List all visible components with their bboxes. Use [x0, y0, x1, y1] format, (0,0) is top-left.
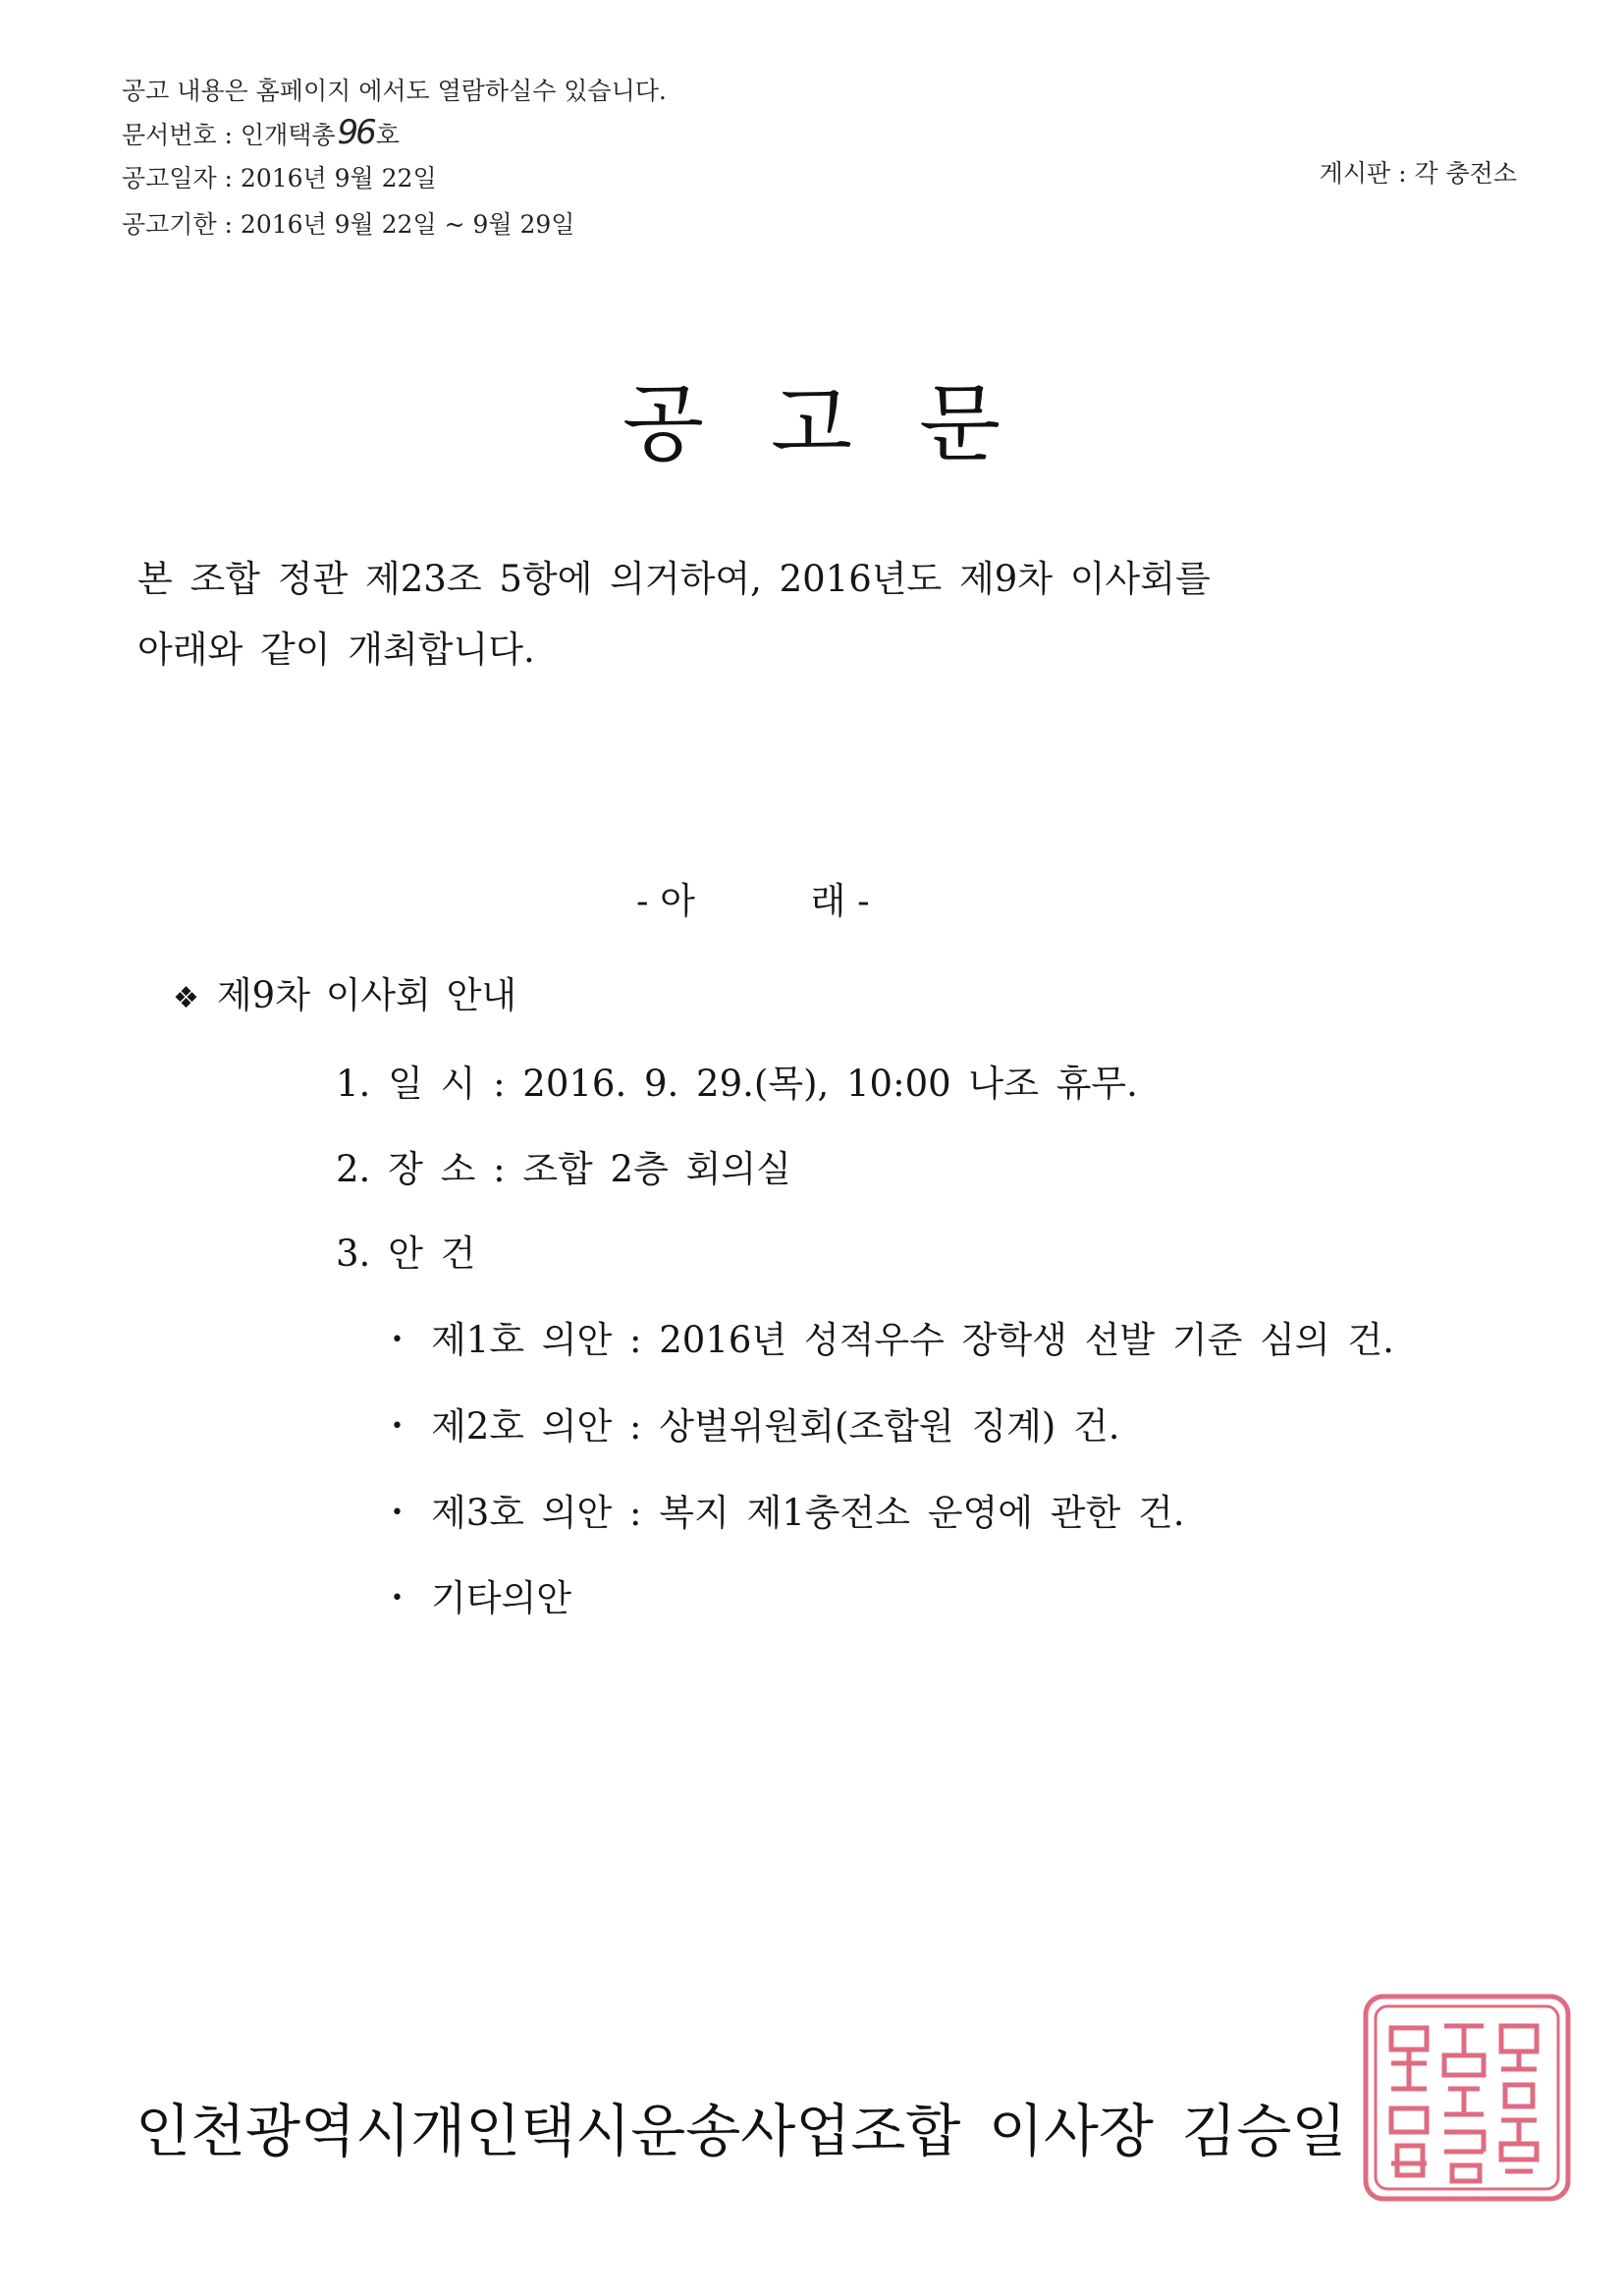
- agenda-item: [391, 1577, 571, 1620]
- agenda-item: [391, 1319, 1394, 1362]
- bullet-icon: •: [391, 1501, 404, 1525]
- agenda-item: [391, 1405, 1120, 1449]
- bulletin-board: 게시판 : 각 충전소: [1319, 159, 1517, 188]
- intro-line-1: 본 조합 정관 제23조 5항에 의거하여, 2016년도 제9차 이사회를: [137, 558, 1211, 600]
- notice-date: 공고일자 : 2016년 9월 22일: [122, 164, 437, 192]
- item-location: 2. 장 소 : 조합 2층 회의실: [336, 1148, 791, 1190]
- section-title: 제9차 이사회 안내: [216, 974, 517, 1016]
- intro-line-2: 아래와 같이 개최합니다.: [137, 629, 535, 671]
- bullet-icon: •: [391, 1586, 404, 1611]
- document-number-handwritten: 96: [337, 113, 374, 152]
- agenda-item-text: 제1호 의안 : 2016년 성적우수 장학생 선발 기준 심의 건.: [430, 1319, 1394, 1361]
- bullet-icon: •: [391, 1328, 404, 1352]
- below-heading: - 아 래 -: [636, 880, 870, 922]
- homepage-notice: 공고 내용은 홈페이지 에서도 열람하실수 있습니다.: [122, 77, 667, 105]
- document-number-label: 문서번호 : 인개택총: [122, 121, 336, 149]
- item-agenda: 3. 안 건: [336, 1232, 476, 1275]
- notice-period: 공고기한 : 2016년 9월 22일 ~ 9월 29일: [122, 210, 575, 239]
- item-datetime: 1. 일 시 : 2016. 9. 29.(목), 10:00 나조 휴무.: [336, 1063, 1138, 1105]
- agenda-item-text: 제3호 의안 : 복지 제1충전소 운영에 관한 건.: [430, 1492, 1185, 1534]
- issuer-signature: 인천광역시개인택시운송사업조합 이사장 김승일: [135, 2098, 1347, 2164]
- document-number-suffix: 호: [375, 121, 400, 149]
- official-seal-icon: [1358, 1989, 1576, 2207]
- agenda-item: [391, 1492, 1185, 1535]
- agenda-item-text: 기타의안: [430, 1577, 571, 1619]
- diamond-bullet-icon: ❖: [173, 981, 199, 1015]
- agenda-item-text: 제2호 의안 : 상벌위원회(조합원 징계) 건.: [430, 1405, 1120, 1448]
- page-title: 공고문: [622, 375, 1068, 473]
- bullet-icon: •: [391, 1414, 404, 1439]
- document-number: [122, 113, 400, 152]
- section-heading: [173, 974, 516, 1020]
